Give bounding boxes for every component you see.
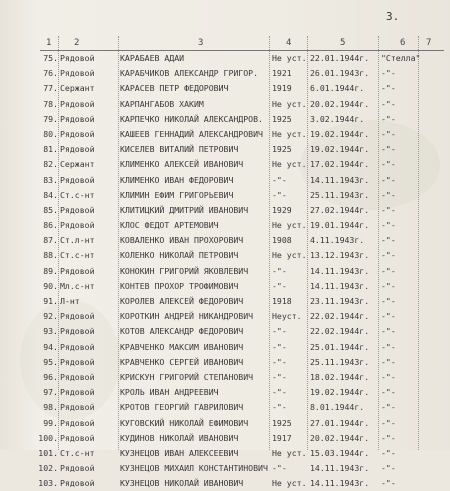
- table-row: [0, 476, 450, 491]
- record-date: 27.02.1944г.: [310, 204, 370, 215]
- record-burial-place: -"-: [381, 478, 396, 489]
- record-rank: Рядовой: [60, 387, 95, 398]
- record-burial-place: -"-: [381, 235, 396, 246]
- record-name: КАРПЕЧКО НИКОЛАЙ АЛЕКСАНДРОВ.: [120, 113, 263, 124]
- table-row: [0, 431, 450, 446]
- record-number: 85.: [43, 204, 58, 215]
- record-name: КАШЕЕВ ГЕННАДИЙ АЛЕКСАНДРОВИЧ: [120, 128, 263, 139]
- record-date: 19.02.1944г.: [310, 128, 370, 139]
- record-rank: Ст.л-нт: [60, 235, 95, 246]
- record-rank: Рядовой: [60, 68, 95, 79]
- record-birth-year: Не уст.: [272, 250, 307, 261]
- record-birth-year: -"-: [272, 356, 287, 367]
- record-burial-place: -"-: [381, 402, 396, 413]
- record-name: КУГОВСКИЙ НИКОЛАЙ ЕФИМОВИЧ: [120, 417, 249, 428]
- column-header: 1: [46, 38, 52, 48]
- record-birth-year: -"-: [272, 189, 287, 200]
- record-burial-place: -"-: [381, 250, 396, 261]
- record-birth-year: Не уст.: [272, 220, 307, 231]
- record-rank: Рядовой: [60, 204, 95, 215]
- record-birth-year: Не уст.: [272, 98, 307, 109]
- table-row: [0, 248, 450, 263]
- record-birth-year: -"-: [272, 280, 287, 291]
- record-name: КЛИМЕНКО ИВАН ФЕДОРОВИЧ: [120, 174, 234, 185]
- record-rank: Мл.с-нт: [60, 280, 95, 291]
- record-birth-year: -"-: [272, 174, 287, 185]
- record-date: 20.02.1944г.: [310, 432, 370, 443]
- record-number: 81.: [43, 144, 58, 155]
- record-burial-place: -"-: [381, 204, 396, 215]
- record-rank: Рядовой: [60, 128, 95, 139]
- table-row: [0, 355, 450, 370]
- column-header: 4: [286, 38, 292, 48]
- record-date: 23.11.1943г.: [310, 296, 370, 306]
- record-name: КИСЕЛЕВ ВИТАЛИЙ ПЕТРОВИЧ: [120, 144, 239, 155]
- record-list: [0, 51, 450, 491]
- record-number: 88.: [43, 250, 58, 261]
- record-number: 97.: [43, 387, 58, 398]
- record-rank: Рядовой: [60, 53, 95, 63]
- record-burial-place: -"-: [381, 83, 396, 94]
- record-burial-place: -"-: [381, 265, 396, 276]
- record-rank: Рядовой: [60, 371, 95, 382]
- record-name: КУЗНЕЦОВ НИКОЛАЙ ИВАНОВИЧ: [120, 478, 244, 489]
- table-row: [0, 97, 450, 112]
- record-name: КУДИНОВ НИКОЛАЙ ИВАНОВИЧ: [120, 432, 239, 443]
- record-burial-place: -"-: [381, 174, 396, 185]
- record-date: 22.01.1944г.: [310, 53, 370, 63]
- record-name: КОТОВ АЛЕКСАНДР ФЕДОРОВИЧ: [120, 326, 244, 337]
- table-row: [0, 264, 450, 279]
- record-burial-place: -"-: [381, 326, 396, 337]
- record-rank: Рядовой: [60, 356, 95, 367]
- table-row: [0, 446, 450, 461]
- record-number: 93.: [43, 326, 58, 337]
- record-birth-year: 1929: [272, 204, 292, 215]
- record-rank: Рядовой: [60, 463, 95, 474]
- record-date: 14.11.1943г.: [310, 265, 370, 276]
- record-name: КАРПАНГАБОВ ХАКИМ: [120, 98, 204, 109]
- record-number: 82.: [43, 159, 58, 170]
- record-burial-place: -"-: [381, 432, 396, 443]
- record-birth-year: -"-: [272, 387, 287, 398]
- record-rank: Ст.с-нт: [60, 447, 95, 458]
- table-row: [0, 340, 450, 355]
- record-date: 6.01.1944г.: [310, 83, 365, 94]
- table-row: [0, 385, 450, 400]
- page-number: 3.: [386, 10, 400, 23]
- record-number: 94.: [43, 341, 58, 352]
- record-rank: Ст.с-нт: [60, 250, 95, 261]
- record-birth-year: 1917: [272, 432, 292, 443]
- record-date: 27.01.1944г.: [310, 417, 370, 428]
- table-row: [0, 81, 450, 96]
- record-rank: Рядовой: [60, 341, 95, 352]
- record-number: 77.: [43, 83, 58, 94]
- record-burial-place: -"-: [381, 341, 396, 352]
- record-number: 103.: [38, 478, 58, 489]
- record-birth-year: -"-: [272, 326, 287, 337]
- record-name: КОНТЕВ ПРОХОР ТРОФИМОВИЧ: [120, 280, 239, 291]
- table-row: [0, 370, 450, 385]
- record-date: 4.11.1943г.: [310, 235, 365, 246]
- table-row: [0, 461, 450, 476]
- record-number: 86.: [43, 220, 58, 231]
- record-number: 95.: [43, 356, 58, 367]
- record-number: 92.: [43, 311, 58, 322]
- record-birth-year: 1919: [272, 83, 292, 94]
- record-number: 101.: [38, 447, 58, 458]
- record-date: 20.02.1944г.: [310, 98, 370, 109]
- record-name: КЛИТИЦКИЙ ДМИТРИЙ ИВАНОВИЧ: [120, 204, 249, 215]
- record-date: 14.11.1943г.: [310, 478, 370, 489]
- record-date: 8.01.1944г.: [310, 402, 365, 413]
- record-birth-year: -"-: [272, 341, 287, 352]
- record-rank: Рядовой: [60, 220, 95, 231]
- record-number: 102.: [38, 463, 58, 474]
- table-row: [0, 157, 450, 172]
- record-name: КУЗНЕЦОВ ИВАН АЛЕКСЕЕВИЧ: [120, 447, 239, 458]
- record-birth-year: -"-: [272, 402, 287, 413]
- record-burial-place: -"-: [381, 159, 396, 170]
- record-name: КОНОКИН ГРИГОРИЙ ЯКОВЛЕВИЧ: [120, 265, 249, 276]
- table-row: [0, 127, 450, 142]
- table-row: [0, 218, 450, 233]
- record-name: КОЛЕНКО НИКОЛАЙ ПЕТРОВИЧ: [120, 250, 239, 261]
- record-date: 25.01.1944г.: [310, 341, 370, 352]
- record-date: 15.03.1944г.: [310, 447, 370, 458]
- record-date: 25.11.1943г.: [310, 189, 370, 200]
- record-name: КРИСКУН ГРИГОРИЙ СТЕПАНОВИЧ: [120, 371, 254, 382]
- table-row: [0, 309, 450, 324]
- record-date: 14.11.1943г.: [310, 174, 370, 185]
- table-row: [0, 324, 450, 339]
- record-date: 19.02.1944г.: [310, 387, 370, 398]
- record-name: КАРАБЧИКОВ АЛЕКСАНДР ГРИГОР.: [120, 68, 259, 79]
- record-number: 99.: [43, 417, 58, 428]
- table-row: [0, 203, 450, 218]
- record-birth-year: 1908: [272, 235, 292, 246]
- record-birth-year: 1921: [272, 68, 292, 79]
- record-birth-year: Не уст.: [272, 447, 307, 458]
- column-header: 2: [74, 38, 80, 48]
- record-birth-year: 1925: [272, 417, 292, 428]
- column-header-row: [42, 38, 442, 49]
- record-birth-year: Не уст.: [272, 478, 307, 489]
- record-burial-place: "Стелла": [381, 53, 421, 63]
- record-burial-place: -"-: [381, 371, 396, 382]
- record-number: 91.: [43, 296, 58, 306]
- record-burial-place: -"-: [381, 417, 396, 428]
- record-birth-year: Не уст.: [272, 159, 307, 170]
- record-name: КОВАЛЕНКО ИВАН ПРОХОРОВИЧ: [120, 235, 244, 246]
- table-row: [0, 400, 450, 415]
- record-rank: Рядовой: [60, 98, 95, 109]
- record-birth-year: -"-: [272, 463, 287, 474]
- record-burial-place: -"-: [381, 447, 396, 458]
- record-name: КАРАСЕВ ПЕТР ФЕДОРОВИЧ: [120, 83, 229, 94]
- record-date: 3.02.1944г.: [310, 113, 365, 124]
- record-name: КЛИМЕНКО АЛЕКСЕЙ ИВАНОВИЧ: [120, 159, 244, 170]
- record-burial-place: -"-: [381, 356, 396, 367]
- table-row: [0, 66, 450, 81]
- record-burial-place: -"-: [381, 113, 396, 124]
- table-row: [0, 112, 450, 127]
- record-date: 17.02.1944г.: [310, 159, 370, 170]
- record-name: КОРОЛЕВ АЛЕКСЕЙ ФЕДОРОВИЧ: [120, 296, 244, 306]
- record-rank: Сержант: [60, 83, 95, 94]
- record-burial-place: -"-: [381, 296, 396, 306]
- record-name: КЛИМИН ЕФИМ ГРИГОРЬЕВИЧ: [120, 189, 234, 200]
- record-burial-place: -"-: [381, 128, 396, 139]
- record-birth-year: 1918: [272, 296, 292, 306]
- record-burial-place: -"-: [381, 280, 396, 291]
- record-number: 90.: [43, 280, 58, 291]
- record-rank: Рядовой: [60, 113, 95, 124]
- record-number: 100.: [38, 432, 58, 443]
- record-number: 80.: [43, 128, 58, 139]
- record-name: КОРОТКИН АНДРЕЙ НИКАНДРОВИЧ: [120, 311, 254, 322]
- record-rank: Рядовой: [60, 265, 95, 276]
- record-rank: Ст.с-нт: [60, 189, 95, 200]
- record-name: КРОТОВ ГЕОРГИЙ ГАВРИЛОВИЧ: [120, 402, 244, 413]
- table-row: [0, 416, 450, 431]
- record-rank: Рядовой: [60, 417, 95, 428]
- record-rank: Рядовой: [60, 478, 95, 489]
- record-rank: Рядовой: [60, 311, 95, 322]
- table-row: [0, 173, 450, 188]
- column-header: 5: [340, 38, 346, 48]
- record-name: КАРАБАЕВ АДАИ: [120, 53, 185, 63]
- record-burial-place: -"-: [381, 463, 396, 474]
- record-rank: Рядовой: [60, 144, 95, 155]
- record-date: 22.02.1944г.: [310, 326, 370, 337]
- record-rank: Сержант: [60, 159, 95, 170]
- record-number: 78.: [43, 98, 58, 109]
- record-number: 84.: [43, 189, 58, 200]
- record-date: 14.11.1943г.: [310, 463, 370, 474]
- table-row: [0, 279, 450, 294]
- record-birth-year: Неуст.: [272, 311, 302, 322]
- record-burial-place: -"-: [381, 387, 396, 398]
- record-name: КРАВЧЕНКО СЕРГЕЙ ИВАНОВИЧ: [120, 356, 244, 367]
- column-header: 6: [400, 38, 406, 48]
- record-burial-place: -"-: [381, 311, 396, 322]
- table-row: [0, 142, 450, 157]
- record-name: КРАВЧЕНКО МАКСИМ ИВАНОВИЧ: [120, 341, 244, 352]
- table-row: [0, 188, 450, 203]
- record-date: 22.02.1944г.: [310, 311, 370, 322]
- record-date: 19.01.1944г.: [310, 220, 370, 231]
- record-number: 98.: [43, 402, 58, 413]
- record-burial-place: -"-: [381, 68, 396, 79]
- record-number: 87.: [43, 235, 58, 246]
- record-rank: Рядовой: [60, 402, 95, 413]
- record-rank: Рядовой: [60, 432, 95, 443]
- record-number: 75.: [43, 53, 58, 63]
- record-rank: Рядовой: [60, 326, 95, 337]
- record-number: 76.: [43, 68, 58, 79]
- column-header: 3: [198, 38, 204, 48]
- record-burial-place: -"-: [381, 98, 396, 109]
- record-birth-year: 1925: [272, 113, 292, 124]
- record-birth-year: Не уст.: [272, 53, 307, 63]
- record-name: КУЗНЕЦОВ МИХАИЛ КОНСТАНТИНОВИЧ: [120, 463, 268, 474]
- record-name: КЛОС ФЕДОТ АРТЕМОВИЧ: [120, 220, 219, 231]
- record-birth-year: 1925: [272, 144, 292, 155]
- record-rank: Л-нт: [60, 296, 80, 306]
- record-birth-year: -"-: [272, 371, 287, 382]
- record-date: 13.12.1943г.: [310, 250, 370, 261]
- record-date: 26.01.1943г.: [310, 68, 370, 79]
- table-row: [0, 233, 450, 248]
- record-date: 25.11.1943г.: [310, 356, 370, 367]
- record-date: 19.02.1944г.: [310, 144, 370, 155]
- record-date: 14.11.1943г.: [310, 280, 370, 291]
- column-header: 7: [426, 38, 432, 48]
- record-burial-place: -"-: [381, 144, 396, 155]
- record-name: КРОЛЬ ИВАН АНДРЕЕВИЧ: [120, 387, 219, 398]
- record-number: 96.: [43, 371, 58, 382]
- record-rank: Рядовой: [60, 174, 95, 185]
- record-number: 79.: [43, 113, 58, 124]
- table-row: [0, 294, 450, 309]
- record-number: 89.: [43, 265, 58, 276]
- record-burial-place: -"-: [381, 220, 396, 231]
- record-birth-year: -"-: [272, 265, 287, 276]
- table-row: [0, 51, 450, 66]
- record-number: 83.: [43, 174, 58, 185]
- record-date: 18.02.1944г.: [310, 371, 370, 382]
- record-burial-place: -"-: [381, 189, 396, 200]
- record-birth-year: Не уст.: [272, 128, 307, 139]
